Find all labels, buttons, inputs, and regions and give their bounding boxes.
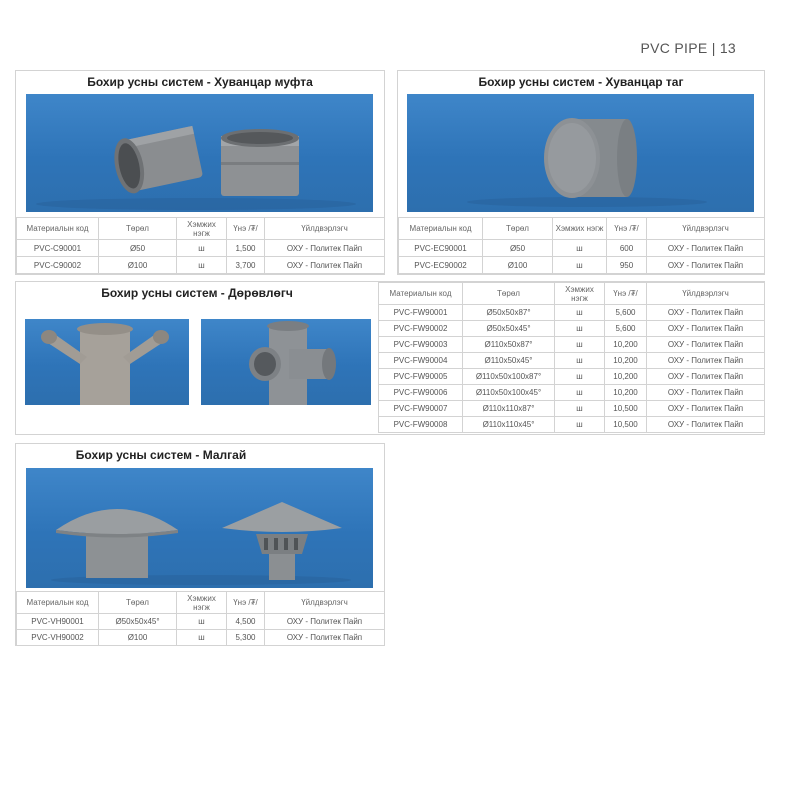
cell-unit: ш <box>555 385 605 401</box>
vent-table <box>16 591 385 646</box>
cross-photo-1 <box>25 319 189 405</box>
cell-unit: ш <box>555 321 605 337</box>
cell-unit: ш <box>177 614 227 630</box>
table-row <box>399 257 765 274</box>
col-type: Төрөл <box>99 592 177 614</box>
cell-type: Ø110x50x45° <box>463 353 555 369</box>
cell-type: Ø110x110x45° <box>463 417 555 433</box>
cell-maker: ОХУ - Политек Пайп <box>265 257 385 274</box>
cell-code: PVC-C90002 <box>17 257 99 274</box>
cell-price: 10,200 <box>605 385 647 401</box>
cell-price: 5,600 <box>605 305 647 321</box>
cell-type: Ø110x50x87° <box>463 337 555 353</box>
cell-price: 10,500 <box>605 417 647 433</box>
table-row <box>379 385 765 401</box>
col-unit: Хэмжих нэгж <box>555 283 605 305</box>
cell-price: 950 <box>607 257 647 274</box>
cell-type: Ø110x50x100x45° <box>463 385 555 401</box>
cell-unit: ш <box>555 401 605 417</box>
cross-title: Бохир усны систем - Дөрөвлөгч <box>101 286 293 300</box>
cell-type: Ø50x50x45° <box>463 321 555 337</box>
cell-price: 10,200 <box>605 353 647 369</box>
cell-maker: ОХУ - Политек Пайп <box>647 257 765 274</box>
cell-maker: ОХУ - Политек Пайп <box>265 630 385 646</box>
cell-unit: ш <box>553 257 607 274</box>
cell-code: PVC-VH90002 <box>17 630 99 646</box>
cell-maker: ОХУ - Политек Пайп <box>647 337 765 353</box>
endcap-photo <box>407 94 754 212</box>
cell-maker: ОХУ - Политек Пайп <box>647 305 765 321</box>
col-code: Материалын код <box>399 218 483 240</box>
cell-unit: ш <box>553 240 607 257</box>
cell-type: Ø50x50x87° <box>463 305 555 321</box>
cell-unit: ш <box>177 630 227 646</box>
endcap-card <box>397 70 765 275</box>
table-row <box>379 369 765 385</box>
col-unit: Хэмжих нэгж <box>177 218 227 240</box>
cell-price: 600 <box>607 240 647 257</box>
cell-maker: ОХУ - Политек Пайп <box>265 240 385 257</box>
col-maker: Үйлдвэрлэгч <box>265 218 385 240</box>
cell-price: 10,200 <box>605 337 647 353</box>
cell-price: 4,500 <box>227 614 265 630</box>
table-row <box>379 417 765 433</box>
cell-unit: ш <box>177 240 227 257</box>
cell-maker: ОХУ - Политек Пайп <box>647 321 765 337</box>
cell-code: PVC-FW90004 <box>379 353 463 369</box>
cross-card <box>15 281 765 435</box>
table-row <box>17 257 385 274</box>
col-code: Материалын код <box>17 592 99 614</box>
cell-code: PVC-C90001 <box>17 240 99 257</box>
cell-maker: ОХУ - Политек Пайп <box>647 385 765 401</box>
col-maker: Үйлдвэрлэгч <box>265 592 385 614</box>
cell-type: Ø110x50x100x87° <box>463 369 555 385</box>
cell-maker: ОХУ - Политек Пайп <box>647 401 765 417</box>
page-header: PVC PIPE | 13 <box>640 40 736 56</box>
cell-type: Ø50 <box>483 240 553 257</box>
table-row <box>379 337 765 353</box>
cell-type: Ø100 <box>99 257 177 274</box>
cell-maker: ОХУ - Политек Пайп <box>647 353 765 369</box>
cell-price: 1,500 <box>227 240 265 257</box>
cell-price: 10,500 <box>605 401 647 417</box>
cell-price: 3,700 <box>227 257 265 274</box>
vent-card <box>15 443 385 646</box>
vent-photo <box>26 468 373 588</box>
cell-code: PVC-FW90008 <box>379 417 463 433</box>
endcap-title: Бохир усны систем - Хуванцар таг <box>478 75 684 89</box>
table-row <box>379 401 765 417</box>
table-row <box>17 614 385 630</box>
cell-type: Ø50 <box>99 240 177 257</box>
col-type: Төрөл <box>99 218 177 240</box>
col-price: Үнэ /₮/ <box>227 592 265 614</box>
col-maker: Үйлдвэрлэгч <box>647 218 765 240</box>
cell-unit: ш <box>177 257 227 274</box>
cell-unit: ш <box>555 337 605 353</box>
col-price: Үнэ /₮/ <box>607 218 647 240</box>
cell-code: PVC-FW90001 <box>379 305 463 321</box>
cell-code: PVC-FW90006 <box>379 385 463 401</box>
cell-code: PVC-EC90001 <box>399 240 483 257</box>
table-row <box>17 630 385 646</box>
cell-maker: ОХУ - Политек Пайп <box>647 369 765 385</box>
cell-type: Ø100 <box>483 257 553 274</box>
table-row <box>379 321 765 337</box>
cell-price: 10,200 <box>605 369 647 385</box>
cell-code: PVC-VH90001 <box>17 614 99 630</box>
cell-price: 5,300 <box>227 630 265 646</box>
coupling-title: Бохир усны систем - Хуванцар муфта <box>87 75 313 89</box>
col-unit: Хэмжих нэгж <box>177 592 227 614</box>
cell-unit: ш <box>555 305 605 321</box>
cell-maker: ОХУ - Политек Пайп <box>265 614 385 630</box>
cell-code: PVC-EC90002 <box>399 257 483 274</box>
cell-type: Ø100 <box>99 630 177 646</box>
cell-type: Ø110x110x87° <box>463 401 555 417</box>
cell-price: 5,600 <box>605 321 647 337</box>
cross-table <box>378 282 765 433</box>
endcap-table <box>398 217 765 274</box>
col-code: Материалын код <box>379 283 463 305</box>
table-row <box>379 353 765 369</box>
col-price: Үнэ /₮/ <box>227 218 265 240</box>
cell-unit: ш <box>555 417 605 433</box>
table-row <box>399 240 765 257</box>
col-maker: Үйлдвэрлэгч <box>647 283 765 305</box>
coupling-card <box>15 70 385 275</box>
col-code: Материалын код <box>17 218 99 240</box>
cell-code: PVC-FW90002 <box>379 321 463 337</box>
col-unit: Хэмжих нэгж <box>553 218 607 240</box>
cell-maker: ОХУ - Политек Пайп <box>647 240 765 257</box>
cell-unit: ш <box>555 353 605 369</box>
table-row <box>17 240 385 257</box>
coupling-table <box>16 217 385 274</box>
cell-code: PVC-FW90005 <box>379 369 463 385</box>
table-row <box>379 305 765 321</box>
cell-type: Ø50x50x45° <box>99 614 177 630</box>
vent-title: Бохир усны систем - Малгай <box>75 448 247 462</box>
col-type: Төрөл <box>463 283 555 305</box>
cell-maker: ОХУ - Политек Пайп <box>647 417 765 433</box>
cell-code: PVC-FW90003 <box>379 337 463 353</box>
col-price: Үнэ /₮/ <box>605 283 647 305</box>
col-type: Төрөл <box>483 218 553 240</box>
cell-unit: ш <box>555 369 605 385</box>
cell-code: PVC-FW90007 <box>379 401 463 417</box>
cross-photo-2 <box>201 319 371 405</box>
coupling-photo <box>26 94 373 212</box>
